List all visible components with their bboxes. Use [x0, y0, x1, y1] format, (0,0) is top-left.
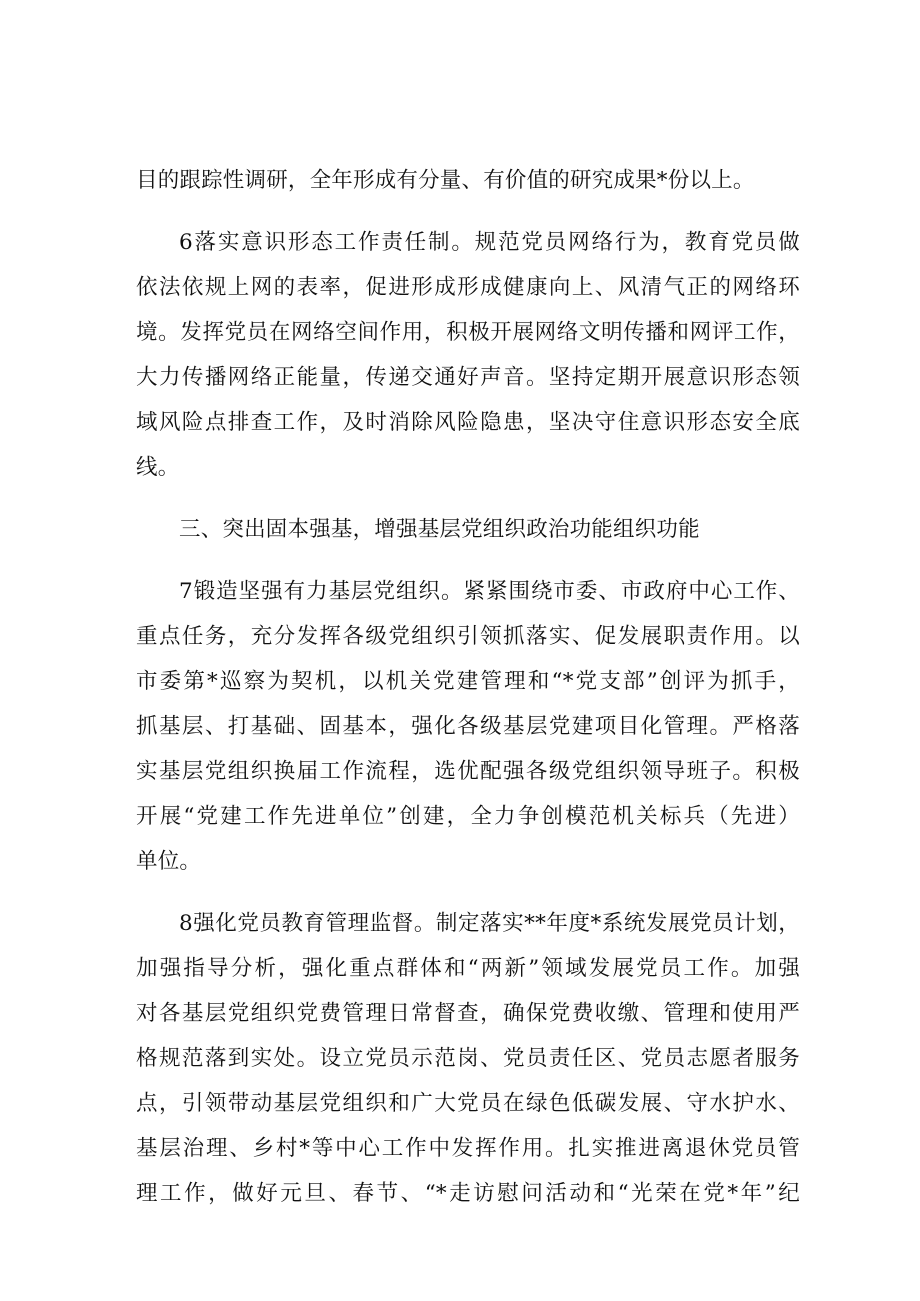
- text-line: 域风险点排查工作，及时消除风险隐患，坚决守住意识形态安全底: [136, 410, 800, 435]
- text-line: 点，引领带动基层党组织和广大党员在绿色低碳发展、守水护水、: [136, 1091, 800, 1116]
- heading-text: 三、突出固本强基，增强基层党组织政治功能组织功能: [179, 517, 700, 542]
- paragraph-6: [136, 220, 800, 490]
- paragraph-8: [136, 901, 800, 1216]
- paragraph-continuation: [136, 158, 800, 203]
- text-line: 8强化党员教育管理监督。制定落实**年度*系统发展党员计划，: [179, 911, 800, 936]
- text-line: 大力传播网络正能量，传递交通好声音。坚持定期开展意识形态领: [136, 365, 800, 390]
- text-line: 7锻造坚强有力基层党组织。紧紧围绕市委、市政府中心工作、: [179, 579, 800, 604]
- text-line: 对各基层党组织党费管理日常督查，确保党费收缴、管理和使用严: [136, 1001, 800, 1026]
- text-line: 境。发挥党员在网络空间作用，积极开展网络文明传播和网评工作，: [136, 320, 800, 345]
- paragraph-7: [136, 569, 800, 884]
- text-line: 依法依规上网的表率，促进形成形成健康向上、风清气正的网络环: [136, 275, 800, 300]
- document-body: [136, 158, 800, 1216]
- text-line: 6落实意识形态工作责任制。规范党员网络行为，教育党员做: [179, 230, 800, 255]
- text-line: 开展“党建工作先进单位”创建，全力争创模范机关标兵（先进）: [136, 804, 800, 829]
- section-heading: [136, 507, 800, 552]
- text-line: 加强指导分析，强化重点群体和“两新”领域发展党员工作。加强: [136, 956, 800, 981]
- text-line: 基层治理、乡村*等中心工作中发挥作用。扎实推进离退休党员管: [136, 1136, 800, 1161]
- text-line: 目的跟踪性调研，全年形成有分量、有价值的研究成果*份以上。: [136, 168, 755, 193]
- text-line: 单位。: [136, 849, 202, 874]
- text-line: 市委第*巡察为契机，以机关党建管理和“*党支部”创评为抓手，: [136, 669, 800, 694]
- text-line: 实基层党组织换届工作流程，选优配强各级党组织领导班子。积极: [136, 759, 800, 784]
- text-line: 抓基层、打基础、固基本，强化各级基层党建项目化管理。严格落: [136, 714, 800, 739]
- text-line: 线。: [136, 455, 180, 480]
- text-line: 理工作，做好元旦、春节、“*走访慰问活动和“光荣在党*年”纪: [136, 1181, 800, 1206]
- text-line: 重点任务，充分发挥各级党组织引领抓落实、促发展职责作用。以: [136, 624, 800, 649]
- text-line: 格规范落到实处。设立党员示范岗、党员责任区、党员志愿者服务: [136, 1046, 800, 1071]
